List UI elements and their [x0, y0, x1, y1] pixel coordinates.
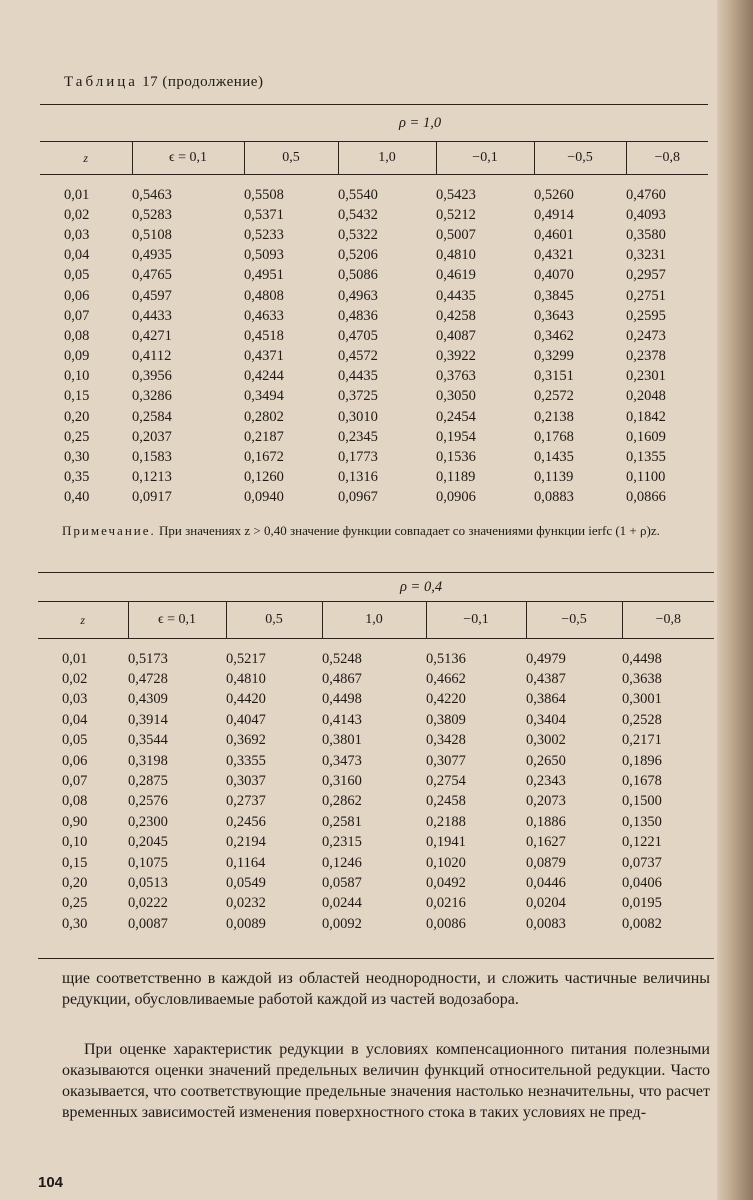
table-cell: 0,4808	[244, 287, 284, 304]
table-cell: 0,1954	[436, 428, 476, 445]
table-cell: 0,2048	[626, 388, 666, 405]
table-cell: 0,5432	[338, 206, 378, 223]
table-cell: 0,2037	[132, 428, 172, 445]
table-cell: 0,2751	[626, 287, 666, 304]
row-z-value: 0,25	[64, 428, 90, 445]
table-cell: 0,5212	[436, 206, 476, 223]
column-header-z: z	[38, 602, 128, 639]
table-cell: 0,4963	[338, 287, 378, 304]
table-cell: 0,0232	[226, 895, 266, 912]
table-cell: 0,0513	[128, 874, 168, 891]
table-row	[40, 326, 708, 346]
table-cell: 0,0917	[132, 489, 172, 506]
table-cell: 0,2300	[128, 813, 168, 830]
row-z-value: 0,02	[64, 206, 90, 223]
body-paragraph-2: При оценке характеристик редукции в условиях компенсационного питания полезными оказываются оценки значений предельных величин функций относительной редукции. Часто оказывается, что соответствующие предельные значения настолько незначительны, что расчет временных зависимостей изменения поверхностного стока в таких условиях не пред-	[62, 1041, 710, 1121]
row-z-value: 0,06	[64, 287, 90, 304]
table-row	[40, 447, 708, 467]
table-cell: 0,3638	[622, 671, 662, 688]
table-cell: 0,3231	[626, 247, 666, 264]
table-cell: 0,0940	[244, 489, 284, 506]
column-header: ϵ = 0,1	[132, 142, 244, 175]
table-cell: 0,4935	[132, 247, 172, 264]
row-z-value: 0,35	[64, 469, 90, 486]
row-z-value: 0,07	[64, 307, 90, 324]
table-cell: 0,4321	[534, 247, 574, 264]
table-rho-1	[40, 104, 708, 508]
table-cell: 0,3198	[128, 752, 168, 769]
table-cell: 0,1583	[132, 449, 172, 466]
table-cell: 0,4220	[426, 691, 466, 708]
table-caption	[64, 74, 263, 91]
table-cell: 0,1609	[626, 428, 666, 445]
rho-label: ρ = 0,4	[128, 573, 714, 602]
table-cell: 0,4093	[626, 206, 666, 223]
table-cell: 0,5260	[534, 186, 574, 203]
table-cell: 0,5540	[338, 186, 378, 203]
table-cell: 0,2188	[426, 813, 466, 830]
table-cell: 0,3001	[622, 691, 662, 708]
note-text: При значениях z > 0,40 значение функции совпадает со значениями функции ierfc (1 + ρ)z.	[159, 523, 660, 538]
table-cell: 0,3462	[534, 327, 574, 344]
column-header: 1,0	[338, 142, 436, 175]
rho-label: ρ = 1,0	[132, 105, 708, 142]
caption-suffix: (продолжение)	[162, 74, 264, 90]
table-cell: 0,0216	[426, 895, 466, 912]
table-cell: 0,2343	[526, 773, 566, 790]
table-row	[40, 286, 708, 306]
table-cell: 0,2454	[436, 408, 476, 425]
table-cell: 0,4518	[244, 327, 284, 344]
row-z-value: 0,04	[64, 247, 90, 264]
table-cell: 0,1886	[526, 813, 566, 830]
table-cell: 0,4435	[338, 368, 378, 385]
table-row	[40, 488, 708, 508]
table-row	[38, 853, 714, 873]
table-row	[38, 873, 714, 893]
table-row	[38, 710, 714, 730]
table-cell: 0,1536	[436, 449, 476, 466]
table-cell: 0,2572	[534, 388, 574, 405]
table-row	[40, 246, 708, 266]
row-z-value: 0,20	[64, 408, 90, 425]
table-cell: 0,4619	[436, 267, 476, 284]
column-header: −0,1	[426, 602, 526, 639]
table-cell: 0,3010	[338, 408, 378, 425]
table-row	[38, 894, 714, 914]
table-cell: 0,5248	[322, 650, 362, 667]
table-row	[38, 914, 714, 934]
table-cell: 0,3473	[322, 752, 362, 769]
table-cell: 0,0086	[426, 915, 466, 932]
table-row	[40, 306, 708, 326]
table-cell: 0,4867	[322, 671, 362, 688]
table-cell: 0,1773	[338, 449, 378, 466]
table-cell: 0,1260	[244, 469, 284, 486]
table-cell: 0,0879	[526, 854, 566, 871]
table-cell: 0,1941	[426, 834, 466, 851]
table-cell: 0,0866	[626, 489, 666, 506]
table-cell: 0,2581	[322, 813, 362, 830]
table-cell: 0,4112	[132, 348, 172, 365]
column-header: −0,5	[526, 602, 622, 639]
table-cell: 0,0082	[622, 915, 662, 932]
table-cell: 0,1355	[626, 449, 666, 466]
table-cell: 0,3037	[226, 773, 266, 790]
row-z-value: 0,10	[62, 834, 88, 851]
table-cell: 0,3355	[226, 752, 266, 769]
row-z-value: 0,15	[62, 854, 88, 871]
table-cell: 0,2194	[226, 834, 266, 851]
table-cell: 0,4244	[244, 368, 284, 385]
row-z-value: 0,04	[62, 711, 88, 728]
row-z-value: 0,07	[62, 773, 88, 790]
table-cell: 0,3404	[526, 711, 566, 728]
table-cell: 0,4633	[244, 307, 284, 324]
table-cell: 0,3428	[426, 732, 466, 749]
table-cell: 0,2957	[626, 267, 666, 284]
table-cell: 0,0906	[436, 489, 476, 506]
table-cell: 0,3914	[128, 711, 168, 728]
table-cell: 0,3544	[128, 732, 168, 749]
table-cell: 0,0737	[622, 854, 662, 871]
table-cell: 0,5371	[244, 206, 284, 223]
table-cell: 0,1020	[426, 854, 466, 871]
table-cell: 0,5086	[338, 267, 378, 284]
table-cell: 0,4498	[322, 691, 362, 708]
row-z-value: 0,08	[62, 793, 88, 810]
table-cell: 0,0587	[322, 874, 362, 891]
table-row	[40, 367, 708, 387]
table-cell: 0,1350	[622, 813, 662, 830]
table-cell: 0,5173	[128, 650, 168, 667]
table-row	[38, 669, 714, 689]
column-header: −0,8	[622, 602, 714, 639]
table-row	[40, 387, 708, 407]
table-cell: 0,3050	[436, 388, 476, 405]
caption-label: Таблица	[64, 74, 138, 90]
table-cell: 0,3725	[338, 388, 378, 405]
table-cell: 0,4662	[426, 671, 466, 688]
table-cell: 0,3151	[534, 368, 574, 385]
table-rho-0-4	[38, 572, 714, 959]
body-paragraph-1: щие соответственно в каждой из областей неоднородности, и сложить частичные величины редукции, обусловливаемые работой каждой из частей водозабора.	[62, 970, 710, 1008]
table-row	[38, 833, 714, 853]
table-cell: 0,2528	[622, 711, 662, 728]
row-z-value: 0,03	[64, 226, 90, 243]
column-header: 0,5	[226, 602, 322, 639]
table-cell: 0,5093	[244, 247, 284, 264]
table-cell: 0,3077	[426, 752, 466, 769]
table-row	[40, 205, 708, 225]
table-cell: 0,5206	[338, 247, 378, 264]
table-cell: 0,3160	[322, 773, 362, 790]
table-cell: 0,4728	[128, 671, 168, 688]
table-cell: 0,2138	[534, 408, 574, 425]
column-header: 1,0	[322, 602, 426, 639]
table-cell: 0,4601	[534, 226, 574, 243]
table-row	[40, 266, 708, 286]
row-z-value: 0,08	[64, 327, 90, 344]
table-cell: 0,2473	[626, 327, 666, 344]
table-cell: 0,2584	[132, 408, 172, 425]
table-row	[38, 690, 714, 710]
row-z-value: 0,40	[64, 489, 90, 506]
table-cell: 0,1896	[622, 752, 662, 769]
table-cell: 0,5508	[244, 186, 284, 203]
table-cell: 0,5423	[436, 186, 476, 203]
table-cell: 0,0222	[128, 895, 168, 912]
column-header: 0,5	[244, 142, 338, 175]
table-cell: 0,4810	[226, 671, 266, 688]
row-z-value: 0,05	[62, 732, 88, 749]
table-cell: 0,0204	[526, 895, 566, 912]
table-cell: 0,0089	[226, 915, 266, 932]
table-cell: 0,3845	[534, 287, 574, 304]
table-cell: 0,2171	[622, 732, 662, 749]
table-cell: 0,3692	[226, 732, 266, 749]
table-cell: 0,0883	[534, 489, 574, 506]
table-note	[62, 521, 712, 540]
row-z-value: 0,06	[62, 752, 88, 769]
table-cell: 0,4760	[626, 186, 666, 203]
table-cell: 0,2737	[226, 793, 266, 810]
table-cell: 0,3864	[526, 691, 566, 708]
table-cell: 0,4271	[132, 327, 172, 344]
column-header: −0,5	[534, 142, 626, 175]
table-cell: 0,4705	[338, 327, 378, 344]
table-cell: 0,4143	[322, 711, 362, 728]
table-cell: 0,1213	[132, 469, 172, 486]
table-cell: 0,2754	[426, 773, 466, 790]
table-cell: 0,1221	[622, 834, 662, 851]
page-number: 104	[38, 1174, 64, 1191]
table-cell: 0,2802	[244, 408, 284, 425]
table-cell: 0,0087	[128, 915, 168, 932]
table-cell: 0,1164	[226, 854, 266, 871]
table-cell: 0,1768	[534, 428, 574, 445]
table-row	[38, 771, 714, 791]
table-row	[38, 792, 714, 812]
table-cell: 0,3299	[534, 348, 574, 365]
row-z-value: 0,01	[64, 186, 90, 203]
table-row	[40, 225, 708, 245]
table-cell: 0,4597	[132, 287, 172, 304]
table-cell: 0,2187	[244, 428, 284, 445]
table-cell: 0,2576	[128, 793, 168, 810]
row-z-value: 0,03	[62, 691, 88, 708]
table-cell: 0,4070	[534, 267, 574, 284]
row-z-value: 0,90	[62, 813, 88, 830]
row-z-value: 0,10	[64, 368, 90, 385]
table-row	[40, 427, 708, 447]
table-row	[40, 407, 708, 427]
table-cell: 0,2458	[426, 793, 466, 810]
table-cell: 0,3956	[132, 368, 172, 385]
table-cell: 0,4420	[226, 691, 266, 708]
table-cell: 0,4387	[526, 671, 566, 688]
table-cell: 0,3286	[132, 388, 172, 405]
table-cell: 0,1678	[622, 773, 662, 790]
table-cell: 0,4498	[622, 650, 662, 667]
table-cell: 0,2650	[526, 752, 566, 769]
table-cell: 0,4914	[534, 206, 574, 223]
row-z-value: 0,25	[62, 895, 88, 912]
row-z-value: 0,15	[64, 388, 90, 405]
table-cell: 0,1139	[534, 469, 574, 486]
table-row	[38, 812, 714, 832]
table-cell: 0,2301	[626, 368, 666, 385]
table-cell: 0,1672	[244, 449, 284, 466]
table-cell: 0,4371	[244, 348, 284, 365]
column-header-z: z	[40, 142, 132, 175]
table-cell: 0,2073	[526, 793, 566, 810]
table-cell: 0,1500	[622, 793, 662, 810]
table-cell: 0,0092	[322, 915, 362, 932]
table-cell: 0,0195	[622, 895, 662, 912]
row-z-value: 0,09	[64, 348, 90, 365]
table-cell: 0,4765	[132, 267, 172, 284]
column-header: −0,8	[626, 142, 708, 175]
row-z-value: 0,20	[62, 874, 88, 891]
table-cell: 0,1627	[526, 834, 566, 851]
table-row	[40, 347, 708, 367]
table-cell: 0,3763	[436, 368, 476, 385]
caption-number: 17	[142, 74, 159, 90]
table-row	[38, 649, 714, 669]
table-cell: 0,1246	[322, 854, 362, 871]
table-cell: 0,3002	[526, 732, 566, 749]
table-cell: 0,1100	[626, 469, 666, 486]
table-cell: 0,5463	[132, 186, 172, 203]
table-cell: 0,4810	[436, 247, 476, 264]
table-cell: 0,0446	[526, 874, 566, 891]
table-cell: 0,5108	[132, 226, 172, 243]
row-z-value: 0,30	[62, 915, 88, 932]
table-row	[40, 468, 708, 488]
table-cell: 0,3809	[426, 711, 466, 728]
row-z-value: 0,01	[62, 650, 88, 667]
table-cell: 0,5283	[132, 206, 172, 223]
table-row	[40, 185, 708, 205]
table-cell: 0,0083	[526, 915, 566, 932]
table-cell: 0,4047	[226, 711, 266, 728]
page-edge-shadow	[717, 0, 753, 1200]
table-cell: 0,3643	[534, 307, 574, 324]
table-cell: 0,5217	[226, 650, 266, 667]
table-cell: 0,5007	[436, 226, 476, 243]
table-cell: 0,3801	[322, 732, 362, 749]
table-cell: 0,2875	[128, 773, 168, 790]
table-cell: 0,2862	[322, 793, 362, 810]
table-cell: 0,4433	[132, 307, 172, 324]
table-cell: 0,4435	[436, 287, 476, 304]
table-cell: 0,0492	[426, 874, 466, 891]
table-cell: 0,5233	[244, 226, 284, 243]
table-cell: 0,0967	[338, 489, 378, 506]
note-label: Примечание.	[62, 523, 156, 538]
table-cell: 0,4836	[338, 307, 378, 324]
row-z-value: 0,02	[62, 671, 88, 688]
table-cell: 0,0406	[622, 874, 662, 891]
table-cell: 0,4951	[244, 267, 284, 284]
column-header: −0,1	[436, 142, 534, 175]
table-cell: 0,2456	[226, 813, 266, 830]
table-cell: 0,4979	[526, 650, 566, 667]
table-cell: 0,4087	[436, 327, 476, 344]
table-cell: 0,0244	[322, 895, 362, 912]
table-cell: 0,2315	[322, 834, 362, 851]
table-cell: 0,5136	[426, 650, 466, 667]
column-header: ϵ = 0,1	[128, 602, 226, 639]
row-z-value: 0,05	[64, 267, 90, 284]
table-row	[38, 751, 714, 771]
table-cell: 0,3922	[436, 348, 476, 365]
row-z-value: 0,30	[64, 449, 90, 466]
table-cell: 0,4309	[128, 691, 168, 708]
table-cell: 0,1075	[128, 854, 168, 871]
table-row	[38, 731, 714, 751]
table-cell: 0,1189	[436, 469, 476, 486]
table-cell: 0,3580	[626, 226, 666, 243]
table-cell: 0,2345	[338, 428, 378, 445]
table-cell: 0,0549	[226, 874, 266, 891]
table-cell: 0,1435	[534, 449, 574, 466]
table-cell: 0,1842	[626, 408, 666, 425]
table-cell: 0,2595	[626, 307, 666, 324]
table-cell: 0,3494	[244, 388, 284, 405]
table-cell: 0,5322	[338, 226, 378, 243]
table-cell: 0,2045	[128, 834, 168, 851]
table-cell: 0,1316	[338, 469, 378, 486]
table-cell: 0,2378	[626, 348, 666, 365]
table-cell: 0,4258	[436, 307, 476, 324]
table-cell: 0,4572	[338, 348, 378, 365]
